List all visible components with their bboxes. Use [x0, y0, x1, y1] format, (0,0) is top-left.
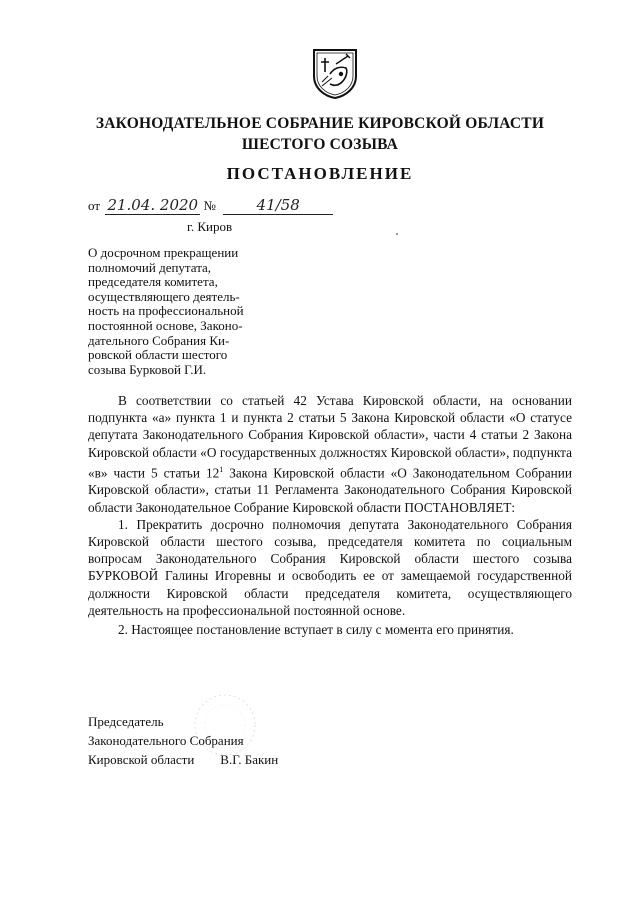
point-2: 2. Настоящее постановление вступает в силу с момента его принятия. — [118, 622, 514, 638]
intro-text: В соответствии со статьей 42 Устава Кировской области, на основании подпункта «а» пункта 1 и пункта 2 статьи 5 Закона Кировской области «О статусе депутата Законодательного Собрания Кировской области», части 4 статьи 2 Закона Кировской области «О государственных должностях Кировской области», подпункта «в» части 5 статьи 12 — [88, 393, 572, 481]
city: г. Киров — [187, 219, 233, 234]
subject-line: постоянной основе, Законо- — [88, 317, 243, 333]
subject-line: ровской области шестого — [88, 347, 228, 363]
document-body — [88, 392, 572, 638]
coat-of-arms-icon — [308, 46, 362, 100]
subject-line: осуществляющего деятель- — [88, 288, 240, 304]
subject-line: созыва Бурковой Г.И. — [88, 361, 207, 377]
signature-title: Председатель — [88, 714, 164, 729]
subject-line: дательного Собрания Ки- — [88, 332, 230, 348]
subject-line: ность на профессиональной — [88, 303, 244, 319]
convocation: ШЕСТОГО СОЗЫВА — [241, 136, 399, 153]
signature-title-row — [88, 750, 278, 769]
scan-speck — [396, 233, 398, 235]
document-subject — [88, 246, 269, 377]
intro-text-tail: Закона Кировской области «О Законодательном Собрании Кировской области», статьи 11 Регламента Законодательного Собрания Кировской области Законодательное Собрание Кировской области ПОСТАНОВЛЯЕТ: — [88, 465, 572, 515]
document-date: 21.04. 2020 — [105, 196, 200, 215]
date-prefix: от — [88, 198, 101, 213]
intro-paragraph — [88, 392, 572, 516]
subject-line: О досрочном прекращении — [88, 245, 239, 260]
signature-title: Законодательного Собрания — [88, 733, 244, 748]
signatory-name: В.Г. Бакин — [220, 752, 279, 767]
number-prefix: № — [203, 198, 216, 213]
subject-line: председателя комитета, — [88, 274, 218, 290]
signature-title: Кировской области — [88, 752, 195, 767]
document-type: ПОСТАНОВЛЕНИЕ — [226, 164, 414, 183]
article-superscript: 1 — [219, 464, 224, 474]
signature-block — [88, 712, 278, 769]
point-1: 1. Прекратить досрочно полномочия депутата Законодательного Собрания Кировской области шестого созыва, председателя комитета по социальным вопросам Законодательного Собрания Кировской области шестого созыва БУРКОВОЙ Галины Игоревны и освободить ее от замещаемой государственной должности Кировской области председателя комитета, осуществляющего деятельность на профессиональной постоянной основе. — [88, 516, 572, 618]
date-number-row — [88, 196, 333, 215]
document-number: 41/58 — [223, 196, 333, 215]
organization-name: ЗАКОНОДАТЕЛЬНОЕ СОБРАНИЕ КИРОВСКОЙ ОБЛАСТИ — [95, 115, 545, 132]
subject-line: полномочий депутата, — [88, 259, 212, 275]
